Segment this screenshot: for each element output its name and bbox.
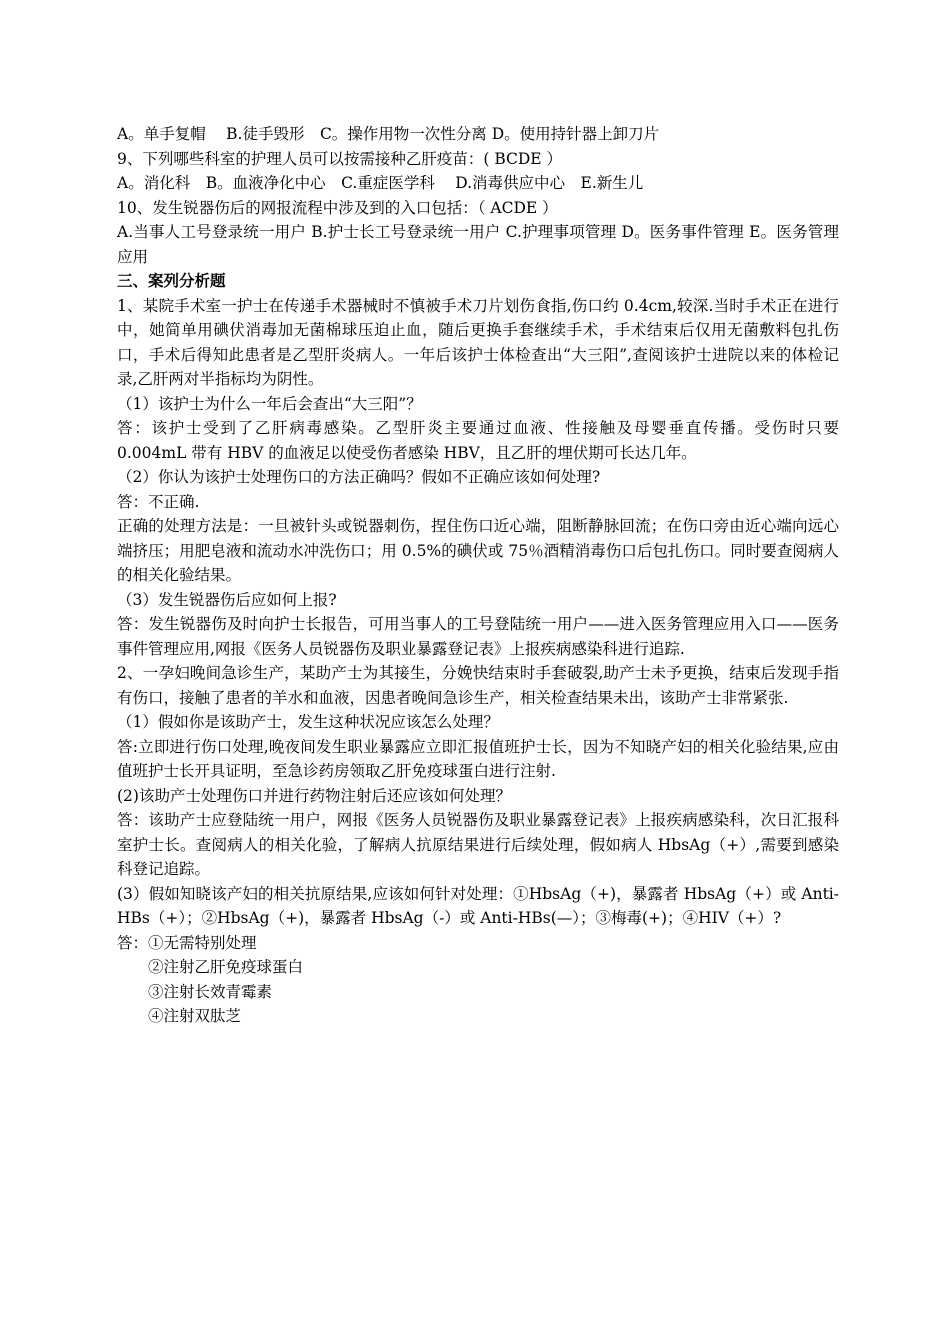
option-line-q9: A。消化科 B。血液净化中心 C.重症医学科 D.消毒供应中心 E.新生儿 (117, 174, 644, 192)
question-9: 9、下列哪些科室的护理人员可以按需接种乙肝疫苗：( BCDE ） (117, 149, 563, 168)
option-line-q10: A.当事人工号登录统一用户 B.护士长工号登录统一用户 C.护理事项管理 D。医务事件管理 E。医务管理应用 (117, 223, 839, 266)
case-2-answer-3-item-4: ④注射双肽芝 (148, 1007, 242, 1025)
case-2-answer-3-item-3: ③注射长效青霉素 (148, 982, 273, 1001)
case-2-question-2: (2)该助产士处理伤口并进行药物注射后还应该如何处理？ (117, 786, 511, 805)
case-2-answer-1: 答:立即进行伤口处理,晚夜间发生职业暴露应立即汇报值班护士长，因为不知晓产妇的相关化验结果,应由值班护士长开具证明，至急诊药房领取乙肝免疫球蛋白进行注射. (117, 737, 839, 780)
case-1-question-2: （2）你认为该护士处理伤口的方法正确吗？假如不正确应该如何处理? (117, 468, 601, 486)
case-2-description: 2、一孕妇晚间急诊生产，某助产士为其接生，分娩快结束时手套破裂,助产士未予更换，结束后发现手指有伤口，接触了患者的羊水和血液，因患者晚间急诊生产，相关检查结果未出，该助产士非常紧张. (117, 664, 839, 707)
case-2-answer-3-item-1: 答：①无需特别处理 (117, 933, 257, 952)
case-1-answer-2-detail: 正确的处理方法是：一旦被针头或锐器刺伤，捏住伤口近心端，阻断静脉回流；在伤口旁由近心端向远心端挤压；用肥皂液和流动水冲洗伤口；用 0.5%的碘伏或 75％酒精消毒伤口后包扎伤口。同时要查阅病人的相关化验结果。 (117, 517, 839, 584)
option-line-q8: A。单手复帽 B.徒手毁形 C。操作用物一次性分离 D。使用持针器上卸刀片 (117, 125, 660, 143)
case-1-question-1: （1）该护士为什么一年后会查出“大三阳”？ (117, 394, 422, 413)
case-2-answer-3-item-2: ②注射乙肝免疫球蛋白 (148, 958, 304, 976)
document-page (117, 122, 839, 1029)
case-1-description: 1、某院手术室一护士在传递手术器械时不慎被手术刀片划伤食指,伤口约 0.4cm,较深.当时手术正在进行中，她简单用碘伏消毒加无菌棉球压迫止血，随后更换手套继续手术，手术结束后仅用无菌敷料包扎伤口，手术后得知此患者是乙型肝炎病人。一年后该护士体检查出“大三阳”,查阅该护士进院以来的体检记录,乙肝两对半指标均为阴性。 (117, 296, 839, 388)
case-1-question-3: （3）发生锐器伤后应如何上报? (117, 590, 337, 609)
case-2-answer-2: 答：该助产士应登陆统一用户，网报《医务人员锐器伤及职业暴露登记表》上报疾病感染科，次日汇报科室护士长。查阅病人的相关化验，了解病人抗原结果进行后续处理，假如病人 HbsAg（+）,需要到感染科登记追踪。 (117, 811, 839, 878)
case-2-question-3: (3）假如知晓该产妇的相关抗原结果,应该如何针对处理：①HbsAg（+)，暴露者 HbsAg（+）或 Anti-HBs（+）；②HbsAg（+)，暴露者 HbsAg（-）或 Anti-HBs(—）；③梅毒(+)；④HIV（+）? (117, 884, 839, 927)
case-1-answer-1: 答：该护士受到了乙肝病毒感染。乙型肝炎主要通过血液、性接触及母婴垂直传播。受伤时只要 0.004mL 带有 HBV 的血液足以使受伤者感染 HBV，且乙肝的埋伏期可长达几年。 (117, 419, 839, 462)
case-1-answer-2: 答：不正确. (117, 492, 200, 511)
question-10: 10、发生锐器伤后的网报流程中涉及到的入口包括：（ ACDE ） (117, 198, 558, 217)
case-1-answer-3: 答：发生锐器伤及时向护士长报告，可用当事人的工号登陆统一用户——进入医务管理应用入口——医务事件管理应用,网报《医务人员锐器伤及职业暴露登记表》上报疾病感染科进行追踪. (117, 615, 839, 658)
section-heading-case-analysis: 三、案列分析题 (117, 271, 226, 290)
case-2-question-1: （1）假如你是该助产士，发生这种状况应该怎么处理？ (117, 713, 499, 731)
